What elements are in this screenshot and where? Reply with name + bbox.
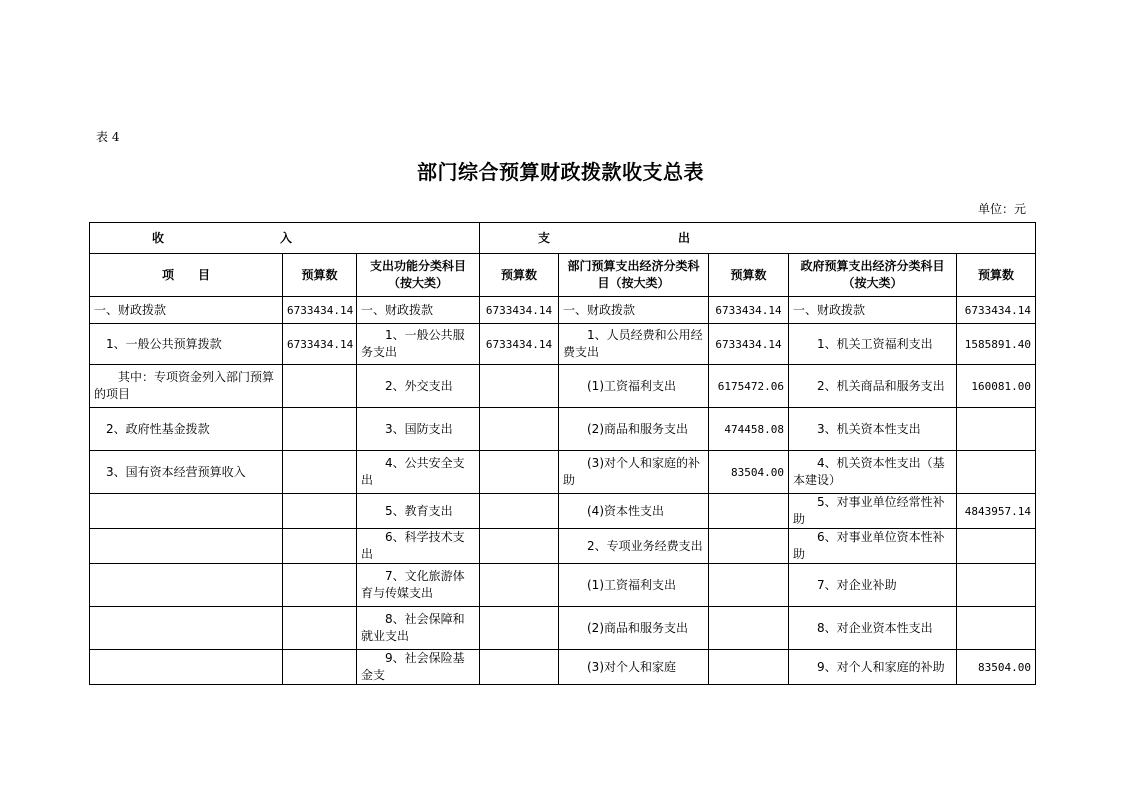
income-item-cell	[90, 494, 283, 529]
income-item-cell	[90, 650, 283, 685]
income-item-cell: 2、政府性基金拨款	[90, 408, 283, 451]
section-header-row	[90, 223, 1036, 254]
income-item-cell	[90, 564, 283, 607]
func-class-item-cell: 一、财政拨款	[357, 297, 480, 324]
gov-econ-budget-cell	[957, 564, 1036, 607]
func-class-budget-cell	[480, 494, 559, 529]
income-item-cell: 3、国有资本经营预算收入	[90, 451, 283, 494]
gov-econ-item-cell: 9、对个人和家庭的补助	[789, 650, 957, 685]
unit-label: 单位：元	[977, 202, 1026, 216]
gov-econ-budget-cell	[957, 607, 1036, 650]
gov-econ-item-cell: 4、机关资本性支出（基本建设）	[789, 451, 957, 494]
func-class-item-cell: 6、科学技术支出	[357, 529, 480, 564]
income-item-cell: 其中：专项资金列入部门预算的项目	[90, 365, 283, 408]
dept-econ-item-cell: (4)资本性支出	[559, 494, 709, 529]
func-class-item-cell: 4、公共安全支出	[357, 451, 480, 494]
dept-econ-budget-cell	[709, 650, 789, 685]
func-class-budget-cell	[480, 607, 559, 650]
func-class-budget-cell: 6733434.14	[480, 324, 559, 365]
func-class-budget-cell	[480, 408, 559, 451]
gov-econ-item-cell: 一、财政拨款	[789, 297, 957, 324]
dept-econ-item-cell: (3)对个人和家庭	[559, 650, 709, 685]
expense-section-header	[480, 223, 1036, 254]
gov-econ-budget-cell	[957, 451, 1036, 494]
income-section-header	[90, 223, 480, 254]
gov-econ-item-cell: 6、对事业单位资本性补助	[789, 529, 957, 564]
dept-econ-budget-cell: 6733434.14	[709, 324, 789, 365]
table-row	[90, 297, 1036, 324]
func-class-budget-cell: 6733434.14	[480, 297, 559, 324]
dept-econ-item-cell: (2)商品和服务支出	[559, 607, 709, 650]
gov-econ-budget-cell: 83504.00	[957, 650, 1036, 685]
gov-econ-budget-cell	[957, 529, 1036, 564]
table-row	[90, 650, 1036, 685]
income-budget-cell	[283, 650, 357, 685]
gov-econ-item-cell: 1、机关工资福利支出	[789, 324, 957, 365]
col-header-budget-2: 预算数	[480, 254, 559, 297]
dept-econ-budget-cell	[709, 607, 789, 650]
dept-econ-item-cell: 2、专项业务经费支出	[559, 529, 709, 564]
func-class-item-cell: 5、教育支出	[357, 494, 480, 529]
func-class-budget-cell	[480, 365, 559, 408]
dept-econ-item-cell: (1)工资福利支出	[559, 564, 709, 607]
table-row	[90, 529, 1036, 564]
col-header-func-class: 支出功能分类科目（按大类）	[357, 254, 480, 297]
func-class-item-cell: 9、社会保险基金支	[357, 650, 480, 685]
gov-econ-item-cell: 3、机关资本性支出	[789, 408, 957, 451]
table-row	[90, 365, 1036, 408]
income-budget-cell	[283, 365, 357, 408]
func-class-item-cell: 2、外交支出	[357, 365, 480, 408]
table-row	[90, 451, 1036, 494]
income-budget-cell	[283, 607, 357, 650]
income-budget-cell	[283, 529, 357, 564]
budget-table-body	[89, 253, 1036, 685]
gov-econ-budget-cell: 4843957.14	[957, 494, 1036, 529]
dept-econ-budget-cell	[709, 494, 789, 529]
gov-econ-budget-cell	[957, 408, 1036, 451]
table-row	[90, 408, 1036, 451]
dept-econ-item-cell: (3)对个人和家庭的补助	[559, 451, 709, 494]
expense-char-2: 出	[678, 230, 691, 245]
col-header-budget-1: 预算数	[283, 254, 357, 297]
func-class-budget-cell	[480, 564, 559, 607]
table-row	[90, 564, 1036, 607]
table-row	[90, 324, 1036, 365]
income-item-cell	[90, 607, 283, 650]
dept-econ-item-cell: 一、财政拨款	[559, 297, 709, 324]
func-class-item-cell: 1、一般公共服务支出	[357, 324, 480, 365]
income-char-1: 收	[152, 230, 165, 245]
gov-econ-item-cell: 8、对企业资本性支出	[789, 607, 957, 650]
income-char-2: 入	[279, 230, 292, 245]
func-class-item-cell: 7、文化旅游体育与传媒支出	[357, 564, 480, 607]
income-budget-cell	[283, 564, 357, 607]
col-header-dept-econ: 部门预算支出经济分类科目（按大类）	[559, 254, 709, 297]
income-item-cell	[90, 529, 283, 564]
func-class-budget-cell	[480, 650, 559, 685]
col-header-budget-4: 预算数	[957, 254, 1036, 297]
expense-char-1: 支	[538, 230, 551, 245]
income-budget-cell	[283, 408, 357, 451]
page-title: 部门综合预算财政拨款收支总表	[417, 160, 704, 184]
dept-econ-budget-cell: 6175472.06	[709, 365, 789, 408]
gov-econ-budget-cell: 6733434.14	[957, 297, 1036, 324]
table-row	[90, 494, 1036, 529]
gov-econ-item-cell: 5、对事业单位经常性补助	[789, 494, 957, 529]
dept-econ-budget-cell: 474458.08	[709, 408, 789, 451]
dept-econ-item-cell: 1、人员经费和公用经费支出	[559, 324, 709, 365]
dept-econ-budget-cell: 6733434.14	[709, 297, 789, 324]
gov-econ-budget-cell: 1585891.40	[957, 324, 1036, 365]
column-header-row	[90, 254, 1036, 297]
dept-econ-budget-cell: 83504.00	[709, 451, 789, 494]
col-header-gov-econ: 政府预算支出经济分类科目（按大类）	[789, 254, 957, 297]
table-row	[90, 607, 1036, 650]
income-budget-cell: 6733434.14	[283, 324, 357, 365]
col-header-item: 项 目	[90, 254, 283, 297]
func-class-budget-cell	[480, 451, 559, 494]
income-budget-cell	[283, 494, 357, 529]
income-item-cell: 一、财政拨款	[90, 297, 283, 324]
func-class-item-cell: 8、社会保障和就业支出	[357, 607, 480, 650]
gov-econ-item-cell: 7、对企业补助	[789, 564, 957, 607]
func-class-budget-cell	[480, 529, 559, 564]
gov-econ-budget-cell: 160081.00	[957, 365, 1036, 408]
func-class-item-cell: 3、国防支出	[357, 408, 480, 451]
dept-econ-budget-cell	[709, 564, 789, 607]
income-item-cell: 1、一般公共预算拨款	[90, 324, 283, 365]
gov-econ-item-cell: 2、机关商品和服务支出	[789, 365, 957, 408]
income-budget-cell	[283, 451, 357, 494]
dept-econ-budget-cell	[709, 529, 789, 564]
dept-econ-item-cell: (1)工资福利支出	[559, 365, 709, 408]
budget-table	[89, 222, 1036, 254]
col-header-budget-3: 预算数	[709, 254, 789, 297]
income-budget-cell: 6733434.14	[283, 297, 357, 324]
dept-econ-item-cell: (2)商品和服务支出	[559, 408, 709, 451]
table-number: 表 4	[96, 130, 120, 144]
